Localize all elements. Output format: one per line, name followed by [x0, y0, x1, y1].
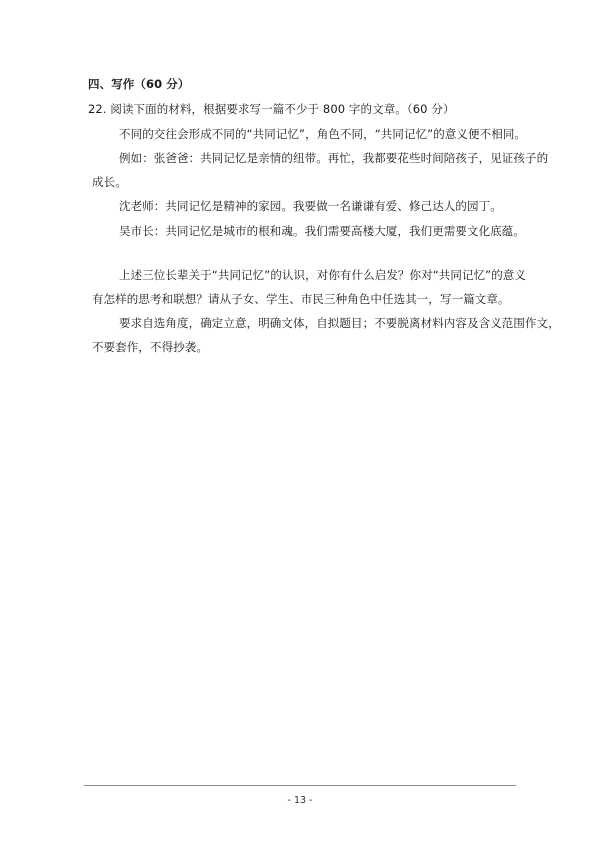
- question-text: 22. 阅读下面的材料，根据要求写一篇不少于 800 字的文章。（60 分）: [88, 102, 455, 116]
- prompt-line-2: 有怎样的思考和联想？请从子女、学生、市民三种角色中任选其一，写一篇文章。: [92, 292, 510, 306]
- requirement-line-2: 不要套作，不得抄袭。: [92, 340, 208, 354]
- example-line-1: 例如：张爸爸：共同记忆是亲情的纽带。再忙，我都要花些时间陪孩子，见证孩子的: [119, 151, 549, 165]
- teacher-quote: 沈老师：共同记忆是精神的家园。我要做一名谦谦有爱、修己达人的园丁。: [119, 199, 502, 213]
- mayor-quote: 吴市长：共同记忆是城市的根和魂。我们需要高楼大厦，我们更需要文化底蕴。: [119, 224, 525, 238]
- prompt-line-1: 上述三位长辈关于“共同记忆”的认识，对你有什么启发？你对“共同记忆”的意义: [119, 268, 527, 282]
- example-line-2: 成长。: [92, 175, 127, 189]
- section-title: 四、写作（60 分）: [88, 77, 190, 91]
- requirement-line-1: 要求自选角度，确定立意，明确文体，自拟题目；不要脱离材料内容及含义范围作文，: [119, 316, 560, 330]
- page-number: - 13 -: [287, 795, 313, 806]
- material-intro: 不同的交往会形成不同的“共同记忆”，角色不同，“共同记忆”的意义便不相同。: [119, 127, 527, 141]
- footer-divider: [84, 785, 516, 786]
